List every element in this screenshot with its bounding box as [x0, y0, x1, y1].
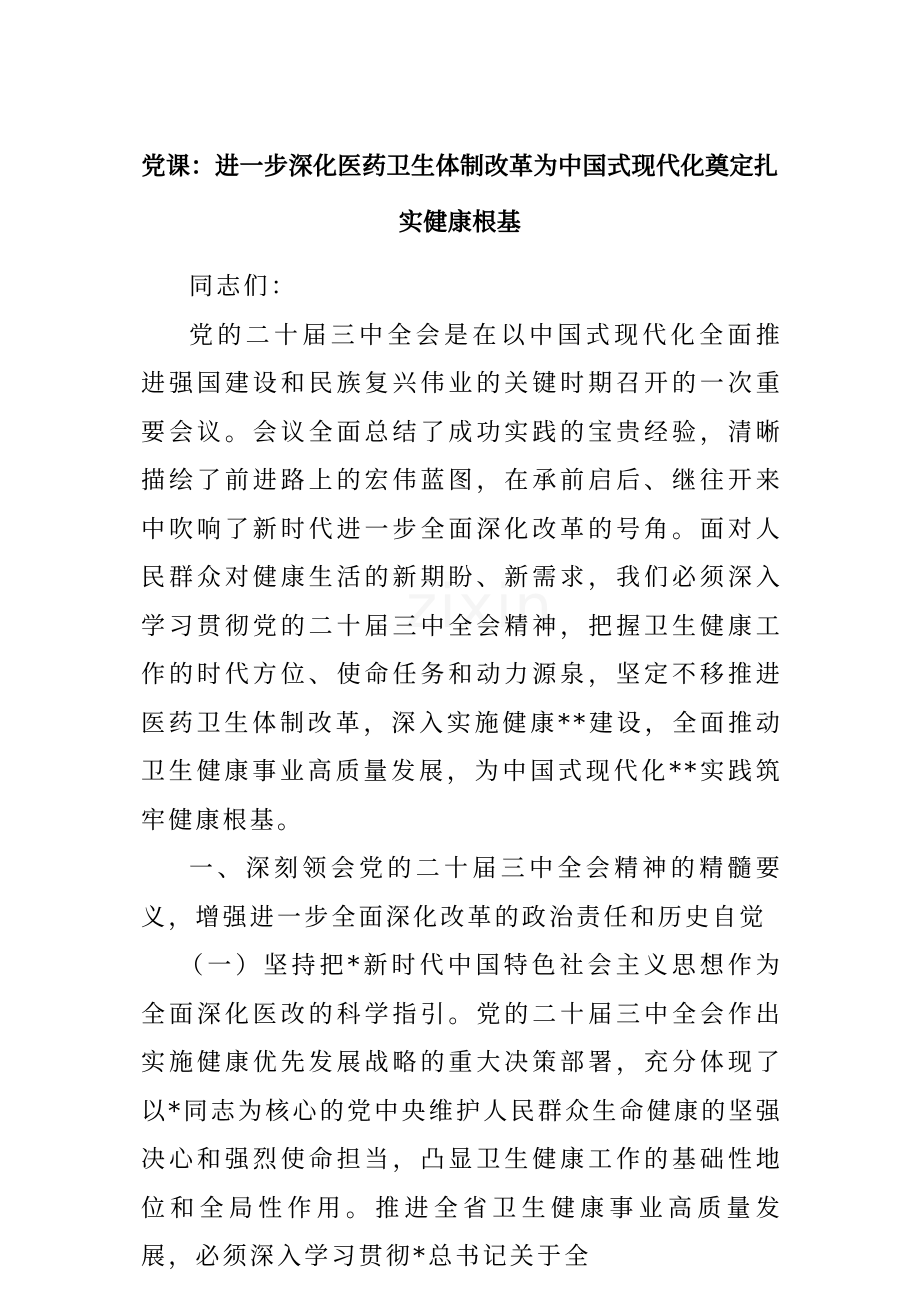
document-title [140, 138, 780, 250]
paragraph-intro: 党的二十届三中全会是在以中国式现代化全面推进强国建设和民族复兴伟业的关键时期召开的一次重要会议。会议全面总结了成功实践的宝贵经验，清晰描绘了前进路上的宏伟蓝图，在承前启后、继往开来中吹响了新时代进一步全面深化改革的号角。面对人民群众对健康生活的新期盼、新需求，我们必须深入学习贯彻党的二十届三中全会精神，把握卫生健康工作的时代方位、使命任务和动力源泉，坚定不移推进医药卫生体制改革，深入实施健康**建设，全面推动卫生健康事业高质量发展，为中国式现代化**实践筑牢健康根基。 [141, 320, 783, 834]
subsection-paragraph-1: （一）坚持把*新时代中国特色社会主义思想作为全面深化医改的科学指引。党的二十届三中全会作出实施健康优先发展战略的重大决策部署，充分体现了以*同志为核心的党中央维护人民群众生命健康的坚强决心和强烈使命担当，凸显卫生健康工作的基础性地位和全局性作用。推进全省卫生健康事业高质量发展，必须深入学习贯彻*总书记关于全 [141, 951, 783, 1270]
document-body [141, 262, 783, 1281]
section-heading-1: 一、深刻领会党的二十届三中全会精神的精髓要义，增强进一步全面深化改革的政治责任和历史自觉 [141, 854, 783, 931]
title-line-2: 实健康根基 [398, 208, 522, 236]
title-line-1: 党课：进一步深化医药卫生体制改革为中国式现代化奠定扎 [141, 152, 779, 180]
salutation: 同志们： [189, 272, 298, 300]
